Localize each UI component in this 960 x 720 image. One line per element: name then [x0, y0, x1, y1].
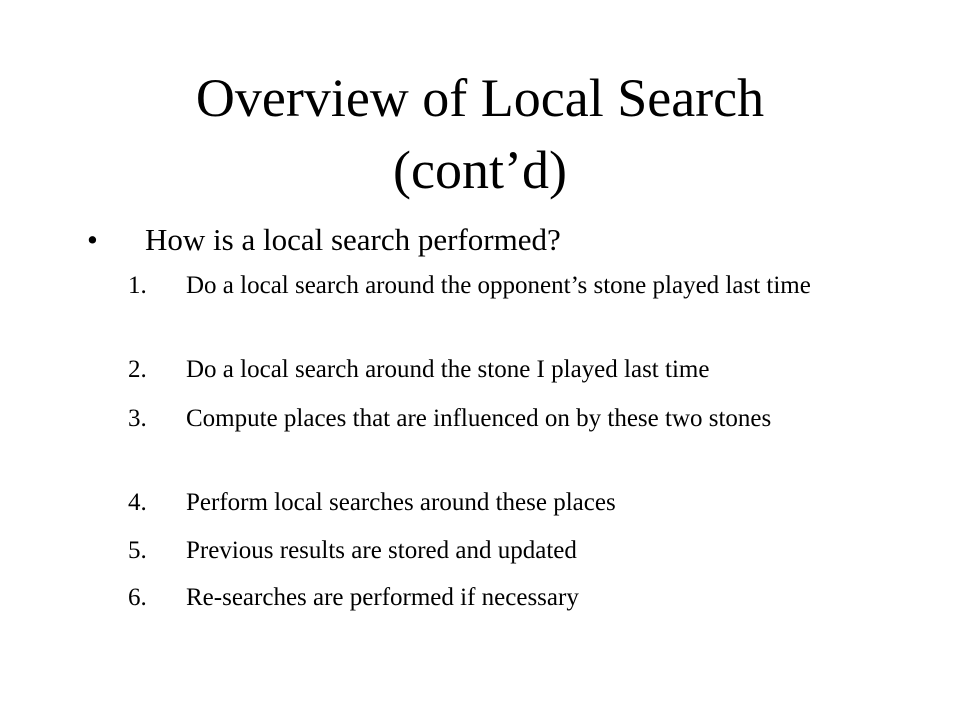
main-bullet-text: How is a local search performed?	[145, 222, 561, 257]
step-text: Re-searches are performed if necessary	[186, 584, 579, 611]
step-item	[128, 580, 888, 616]
step-text: Do a local search around the opponent’s stone played last time	[186, 272, 811, 299]
step-item	[128, 485, 888, 521]
step-text: Do a local search around the stone I played last time	[186, 356, 710, 383]
step-item	[128, 533, 888, 569]
step-number: 2.	[128, 356, 147, 383]
slide-title-line-2: (cont’d)	[393, 140, 567, 200]
step-item	[128, 268, 888, 304]
step-number: 1.	[128, 272, 147, 299]
step-number: 5.	[128, 537, 147, 564]
step-item	[128, 401, 888, 437]
slide-title-line-1: Overview of Local Search	[195, 68, 765, 128]
main-bullet	[87, 218, 561, 262]
step-item	[128, 352, 888, 388]
step-text: Perform local searches around these places	[186, 489, 616, 516]
step-text: Previous results are stored and updated	[186, 537, 577, 564]
step-number: 3.	[128, 405, 147, 432]
slide-title	[0, 62, 960, 206]
step-number: 6.	[128, 584, 147, 611]
step-text: Compute places that are influenced on by these two stones	[186, 405, 772, 432]
step-number: 4.	[128, 489, 147, 516]
bullet-dot-icon: •	[87, 222, 98, 257]
